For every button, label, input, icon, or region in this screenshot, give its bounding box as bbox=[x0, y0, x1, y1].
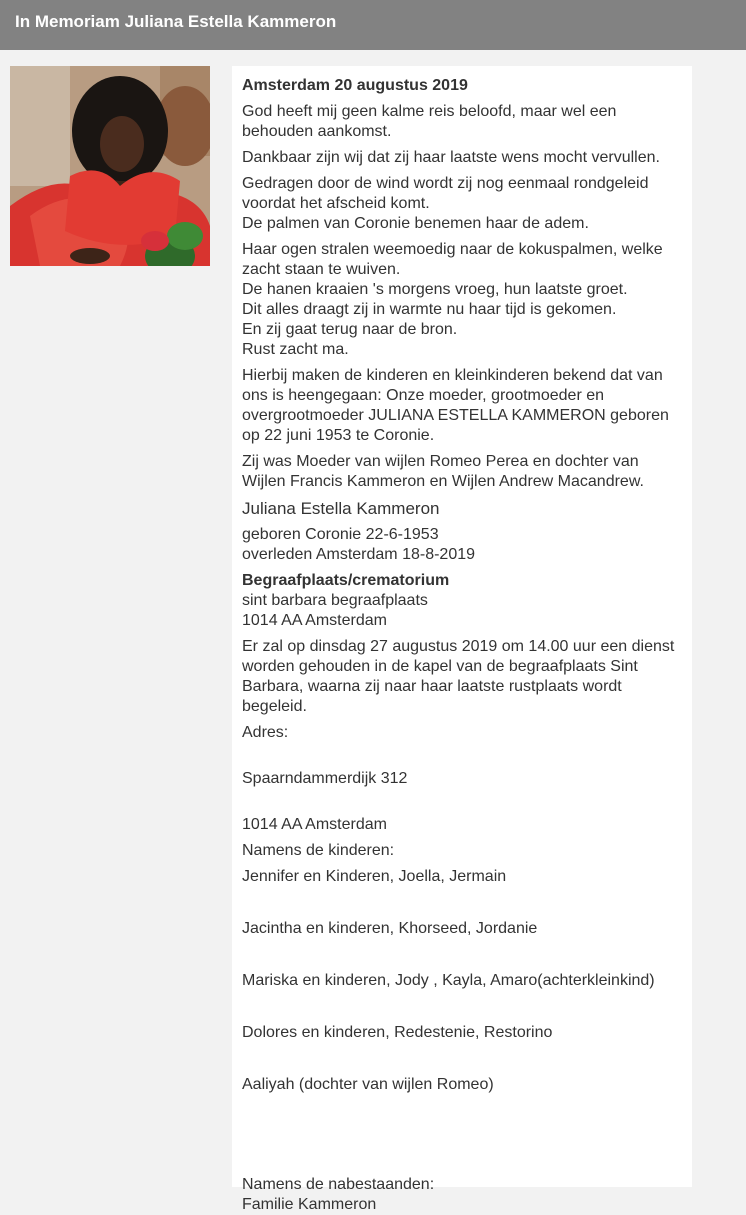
relatives-block bbox=[242, 1175, 682, 1215]
poem-line: De hanen kraaien 's morgens vroeg, hun laatste groet. bbox=[242, 281, 628, 298]
place-date: Amsterdam 20 augustus 2019 bbox=[242, 77, 468, 94]
portrait-image bbox=[10, 66, 210, 266]
obituary-card bbox=[232, 66, 692, 1213]
poem-line: Dit alles draagt zij in warmte nu haar tijd is gekomen. bbox=[242, 301, 617, 318]
page-title: In Memoriam Juliana Estella Kammeron bbox=[15, 12, 337, 31]
cemetery-postal: 1014 AA Amsterdam bbox=[242, 612, 387, 629]
child-line: Jennifer en Kinderen, Joella, Jermain bbox=[242, 868, 507, 885]
portrait-photo bbox=[10, 66, 210, 266]
service-paragraph: Er zal op dinsdag 27 augustus 2019 om 14.00 uur een dienst worden gehouden in de kapel van de begraafplaats Sint Barbara, waarna zij naar haar laatste rustplaats wordt begeleid. bbox=[242, 638, 675, 715]
birth-info: geboren Coronie 22-6-1953 bbox=[242, 526, 439, 543]
poem-line: De palmen van Coronie benemen haar de adem. bbox=[242, 215, 589, 232]
relatives-name: Familie Kammeron bbox=[242, 1196, 377, 1213]
address-postal: 1014 AA Amsterdam bbox=[242, 816, 387, 833]
family-paragraph: Zij was Moeder van wijlen Romeo Perea en dochter van Wijlen Francis Kammeron en Wijlen Andrew Macandrew. bbox=[242, 453, 644, 490]
poem-line: En zij gaat terug naar de bron. bbox=[242, 321, 458, 338]
page-header bbox=[0, 0, 746, 50]
poem-paragraph-1 bbox=[242, 174, 682, 234]
cemetery-heading: Begraafplaats/crematorium bbox=[242, 572, 450, 589]
quote-paragraph: God heeft mij geen kalme reis beloofd, maar wel een behouden aankomst. bbox=[242, 103, 617, 140]
address-street: Spaarndammerdijk 312 bbox=[242, 770, 408, 787]
cemetery-block bbox=[242, 571, 682, 631]
life-dates bbox=[242, 525, 682, 565]
child-line: Dolores en kinderen, Redestenie, Restorino bbox=[242, 1024, 553, 1041]
poem-line: Rust zacht ma. bbox=[242, 341, 349, 358]
announcement-paragraph: Hierbij maken de kinderen en kleinkinderen bekend dat van ons is heengegaan: Onze moeder, grootmoeder en overgrootmoeder JULIANA ESTELLA KAMMERON geboren op 22 juni 1953 te Coronie. bbox=[242, 367, 669, 444]
deceased-name: Juliana Estella Kammeron bbox=[242, 499, 440, 518]
child-line: Jacintha en kinderen, Khorseed, Jordanie bbox=[242, 920, 538, 937]
cemetery-name: sint barbara begraafplaats bbox=[242, 592, 428, 609]
child-line: Aaliyah (dochter van wijlen Romeo) bbox=[242, 1076, 494, 1093]
children-label: Namens de kinderen: bbox=[242, 842, 395, 859]
relatives-label: Namens de nabestaanden: bbox=[242, 1176, 435, 1193]
gratitude-paragraph: Dankbaar zijn wij dat zij haar laatste wens mocht vervullen. bbox=[242, 149, 660, 166]
child-line: Mariska en kinderen, Jody , Kayla, Amaro(achterkleinkind) bbox=[242, 972, 655, 989]
death-info: overleden Amsterdam 18-8-2019 bbox=[242, 546, 476, 563]
poem-line: Gedragen door de wind wordt zij nog eenmaal rondgeleid voordat het afscheid komt. bbox=[242, 175, 649, 212]
poem-line: Haar ogen stralen weemoedig naar de kokuspalmen, welke zacht staan te wuiven. bbox=[242, 241, 663, 278]
address-label: Adres: bbox=[242, 724, 289, 741]
poem-paragraph-2 bbox=[242, 240, 682, 360]
